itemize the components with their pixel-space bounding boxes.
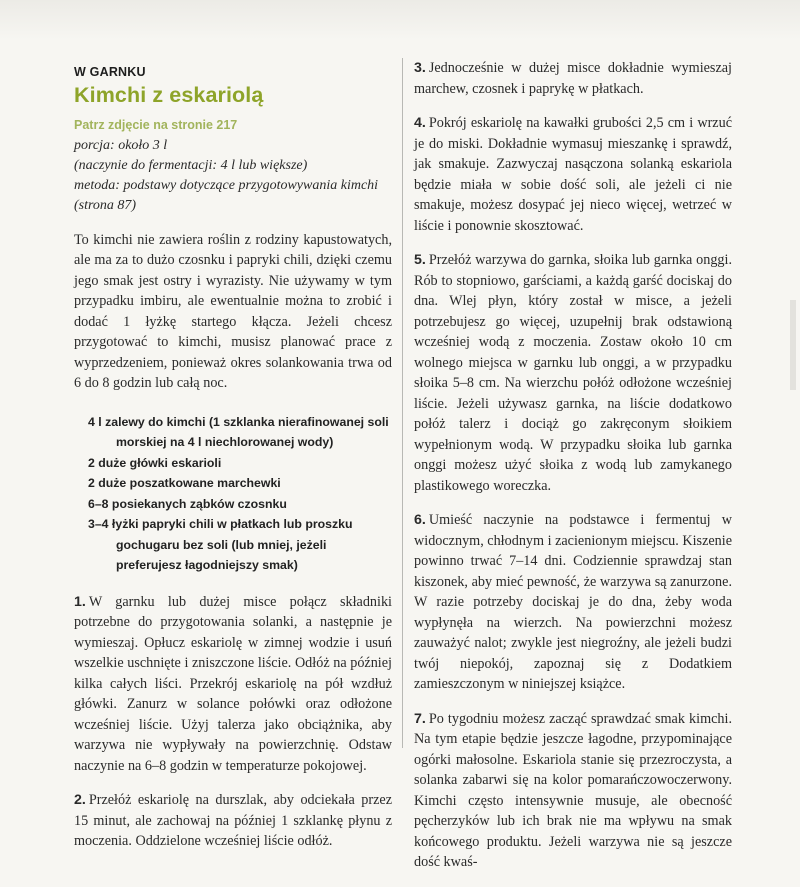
step-3 <box>414 58 732 99</box>
step-7 <box>414 709 732 873</box>
scan-top-shadow <box>0 0 800 40</box>
ingredient-item: 2 duże poszatkowane marchewki <box>88 476 281 490</box>
meta-vessel: (naczynie do fermentacji: 4 l lub większe) <box>74 157 308 173</box>
column-divider <box>402 58 403 748</box>
right-column <box>414 58 732 887</box>
step-text: Jednocześnie w dużej misce dokładnie wymieszaj marchew, czosnek i paprykę w płatkach. <box>414 60 732 97</box>
step-4 <box>414 113 732 236</box>
step-number: 3. <box>414 60 426 76</box>
step-6 <box>414 510 732 695</box>
step-number: 1. <box>74 593 86 610</box>
ingredient-list <box>88 412 392 576</box>
step-number: 4. <box>414 115 426 131</box>
step-number: 5. <box>414 252 426 268</box>
meta-page-ref: (strona 87) <box>74 197 137 213</box>
ingredient-item: 3–4 łyżki papryki chili w płatkach lub proszku gochugaru bez soli (lub mniej, jeżeli preferujesz łagodniejszy smak) <box>88 517 353 572</box>
step-1 <box>74 592 392 777</box>
ingredient-item: 4 l zalewy do kimchi (1 szklanka nierafinowanej soli morskiej na 4 l niechlorowanej wody) <box>88 414 389 449</box>
step-number: 7. <box>414 710 426 727</box>
step-text: Przełóż warzywa do garnka, słoika lub garnka onggi. Rób to stopniowo, garściami, a każdą garść dociskaj do dna. Wlej płyn, który został w misce, a jeżeli potrzebujesz go więcej, uzupełnij brak odstawioną wcześniej wodą z moczenia. Zostaw około 10 cm wolnego miejsca w garnku lub onggi, a w przypadku słoika 5–8 cm. Na wierzchu połóż odłożone wcześniej liście. Jeżeli używasz garnka, na liście dodatkowo połóż talerz i dociąż go zakręconym słoikiem wypełnionym wodą. W przypadku słoika lub garnka onggi możesz użyć słoika z wodą lub zamykanego plastikowego woreczka. <box>414 252 732 494</box>
scan-edge-mark <box>790 300 796 390</box>
step-text: Przełóż eskariolę na durszlak, aby odciekała przez 15 minut, ale zachowaj na później 1 szklankę płynu z moczenia. Oddzielone wcześniej liście odłóż. <box>74 792 392 849</box>
step-number: 6. <box>414 512 426 528</box>
ingredient-item: 2 duże główki eskarioli <box>88 455 222 470</box>
step-text: Po tygodniu możesz zacząć sprawdzać smak kimchi. Na tym etapie będzie jeszcze łagodne, przypominające ogórki małosolne. Eskariola stanie się przezroczysta, a solanka zabarwi się na kolor pomarańczowoczerwony. Kimchi często intensywnie musuje, ale obecność pęcherzyków lub ich brak nie ma wpływu na smak końcowego produktu. Jeżeli warzywa nie są jeszcze dość kwaś- <box>414 710 732 870</box>
step-2 <box>74 790 392 852</box>
step-text: Umieść naczynie na podstawce i fermentuj w widocznym, chłodnym i zacienionym miejscu. Kiszenie powinno trwać 7–14 dni. Codziennie sprawdzaj stan kiszonek, aby mieć pewność, że warzywa są zanurzone. W razie potrzeby dociskaj je do dna, żeby woda wypłynęła na wierzch. Na powierzchni możesz zauważyć nalot; zwykle jest niegroźny, ale jeżeli budzi twój niepokój, zapoznaj się z Dodatkiem zamieszczonym w niniejszej książce. <box>414 512 732 692</box>
photo-reference: Patrz zdjęcie na stronie 217 <box>74 118 238 132</box>
section-kicker: W GARNKU <box>74 65 146 79</box>
step-text: Pokrój eskariolę na kawałki grubości 2,5 cm i wrzuć je do miski. Dokładnie wymasuj mieszankę i sprawdź, jak smakuje. Zazwyczaj nasączona solanką eskariola będzie miała w sobie dość soli, ale jeżeli ci nie smakuje, możesz dosypać jej nieco więcej, wetrzeć w liście i ponownie skosztować. <box>414 115 732 234</box>
ingredient-item: 6–8 posiekanych ząbków czosnku <box>88 496 287 511</box>
step-number: 2. <box>74 792 86 808</box>
intro-paragraph: To kimchi nie zawiera roślin z rodziny kapustowatych, ale ma za to dużo czosnku i papryki chili, dzięki czemu jego smak jest ostry i wyrazisty. Nie używamy w tym przypadku imbiru, ale ewentualnie można to zrobić i dodać 1 łyżkę startego kłącza. Jeżeli chcesz przygotować to kimchi, musisz planować prace z wyprzedzeniem, ponieważ okres solankowania trwa od 6 do 8 godzin lub całą noc. <box>74 231 392 391</box>
step-text: W garnku lub dużej misce połącz składniki potrzebne do przygotowania solanki, a następnie je wymieszaj. Opłucz eskariolę w zimnej wodzie i usuń wszelkie uschnięte i zniszczone liście. Odłóż na później kilka całych liści. Przekrój eskariolę na pół wzdłuż główki. Zanurz w solance połówki oraz odłożone wcześniej liście. Użyj talerza jako obciążnika, aby warzywa nie wypływały na powierzchnię. Odstaw naczynie na 6–8 godzin w temperaturze pokojowej. <box>74 593 392 774</box>
meta-portion: porcja: około 3 l <box>74 137 168 153</box>
left-column <box>74 58 392 866</box>
recipe-title: Kimchi z eskariolą <box>74 82 264 107</box>
step-5 <box>414 250 732 496</box>
meta-method: metoda: podstawy dotyczące przygotowywania kimchi <box>74 177 379 193</box>
